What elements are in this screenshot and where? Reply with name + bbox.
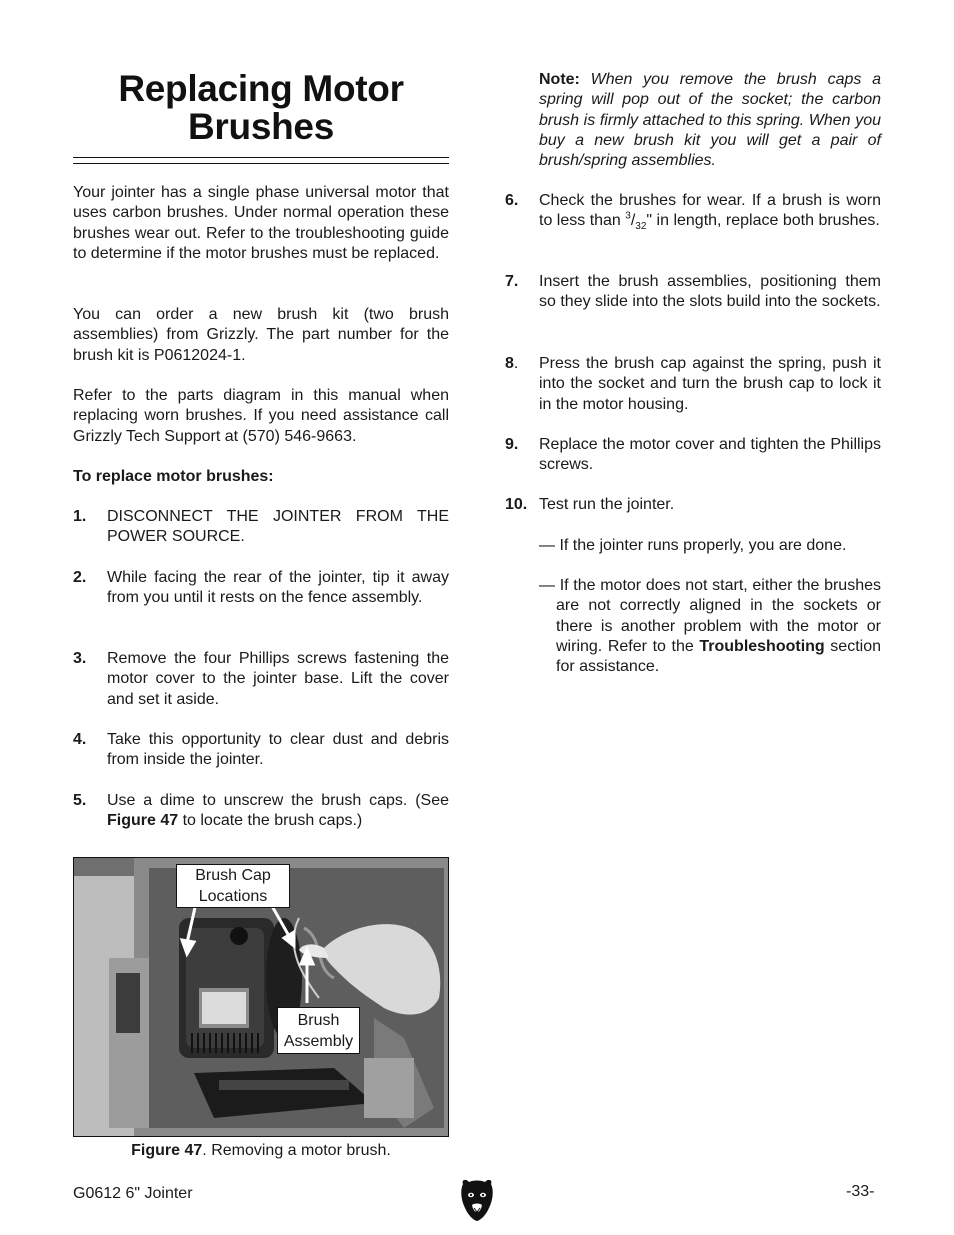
step-number: 10. [505,496,528,513]
step-text: Insert the brush assemblies, positioning them so they slide into the slots build into the sockets. [539,273,881,311]
step-9 [505,435,881,476]
step-number: 5. [73,792,87,809]
step-text [107,791,449,832]
step-number: 1. [73,508,87,525]
intro-paragraph-1: Your jointer has a single phase universal motor that uses carbon brushes. Under normal operation these brushes wear out. Refer to the troubleshooting guide to determine if the motor brushes must be replaced. [73,184,449,262]
page-number: -33- [846,1183,875,1200]
note-text: When you remove the brush caps a spring will pop out of the socket; the carbon brush is firmly attached to this spring. When you buy a new brush kit you will get a pair of brush/spring assemblies. [539,71,881,170]
title-rule-top [73,157,449,158]
step-text: Take this opportunity to clear dust and debris from inside the jointer. [107,731,449,769]
title-rule-bottom [73,163,449,164]
step-text-part: Use a dime to unscrew the brush caps. (See [107,792,449,809]
step-number: 9. [505,436,519,453]
footer-model: G0612 6" Jointer [73,1185,193,1202]
step-number: 2. [73,569,87,586]
step-7 [505,272,881,313]
procedure-heading: To replace motor brushes: [73,468,274,485]
step-text-part: " in length, replace both brushes. [646,212,880,230]
outcome-text: section for assistance. [556,637,882,676]
step-10 [505,495,881,515]
figure-caption-text: . Removing a motor brush. [202,1142,391,1159]
fraction-numerator: 3 [625,210,631,222]
callout-brush-cap-locations: Brush Cap Locations [176,864,290,908]
troubleshooting-reference: Troubleshooting [699,637,825,655]
outcome-failure [539,576,881,677]
intro-paragraph-2: You can order a new brush kit (two brush assemblies) from Grizzly. The part number for the brush kit is P0612024-1. [73,306,449,364]
step-number: 8. [505,355,519,372]
figure-47-photo [73,857,449,1137]
step-2 [73,568,449,609]
step-text: Test run the jointer. [539,496,675,513]
step-number: 3. [73,650,87,667]
step-text-part: Check the brushes for wear. If a brush is worn to less than [539,192,881,230]
step-text: Check the brushes for wear. If a brush is worn to less than $^3/_{32}$" in length, replace both brushes. [539,192,881,233]
step-5 [73,791,449,832]
step-text: Replace the motor cover and tighten the Phillips screws. [539,436,881,474]
step-4 [73,730,449,771]
step-6 [505,191,881,232]
outcome-success: — If the jointer runs properly, you are done. [539,537,847,554]
step-text: DISCONNECT THE JOINTER FROM THE POWER SOURCE. [107,508,449,546]
grizzly-bear-logo-icon [459,1178,495,1222]
page-title: Replacing Motor Brushes [118,68,404,147]
figure-caption [73,1141,449,1161]
step-number: 6. [505,192,519,209]
step-number: 7. [505,273,519,290]
step-text-part: to locate the brush caps.) [178,812,363,830]
step-3 [73,649,449,710]
intro-paragraph-3: Refer to the parts diagram in this manual when replacing worn brushes. If you need assistance call Grizzly Tech Support at (570) 546-9663. [73,387,449,445]
callout-brush-assembly: Brush Assembly [277,1007,360,1054]
note-label: Note: [539,71,580,88]
step-8 [505,354,881,415]
outcome-text: — If the motor does not start, either the brushes are not correctly aligned in the sockets or there is another problem with the motor or wiring. Refer to the [539,577,881,655]
step-text: Press the brush cap against the spring, push it into the socket and turn the brush cap to lock it in the motor housing. [539,355,881,413]
figure-caption-label: Figure 47 [131,1142,203,1159]
step-number-digit: 8 [505,355,514,372]
note [539,70,881,171]
fraction-denominator: 32 [635,221,647,233]
step-number: 4. [73,731,87,748]
step-text: While facing the rear of the jointer, tip it away from you until it rests on the fence assembly. [107,569,449,607]
figure-reference: Figure 47 [107,812,179,830]
step-text: Remove the four Phillips screws fastening the motor cover to the jointer base. Lift the cover and set it aside. [107,650,449,708]
step-1 [73,507,449,548]
